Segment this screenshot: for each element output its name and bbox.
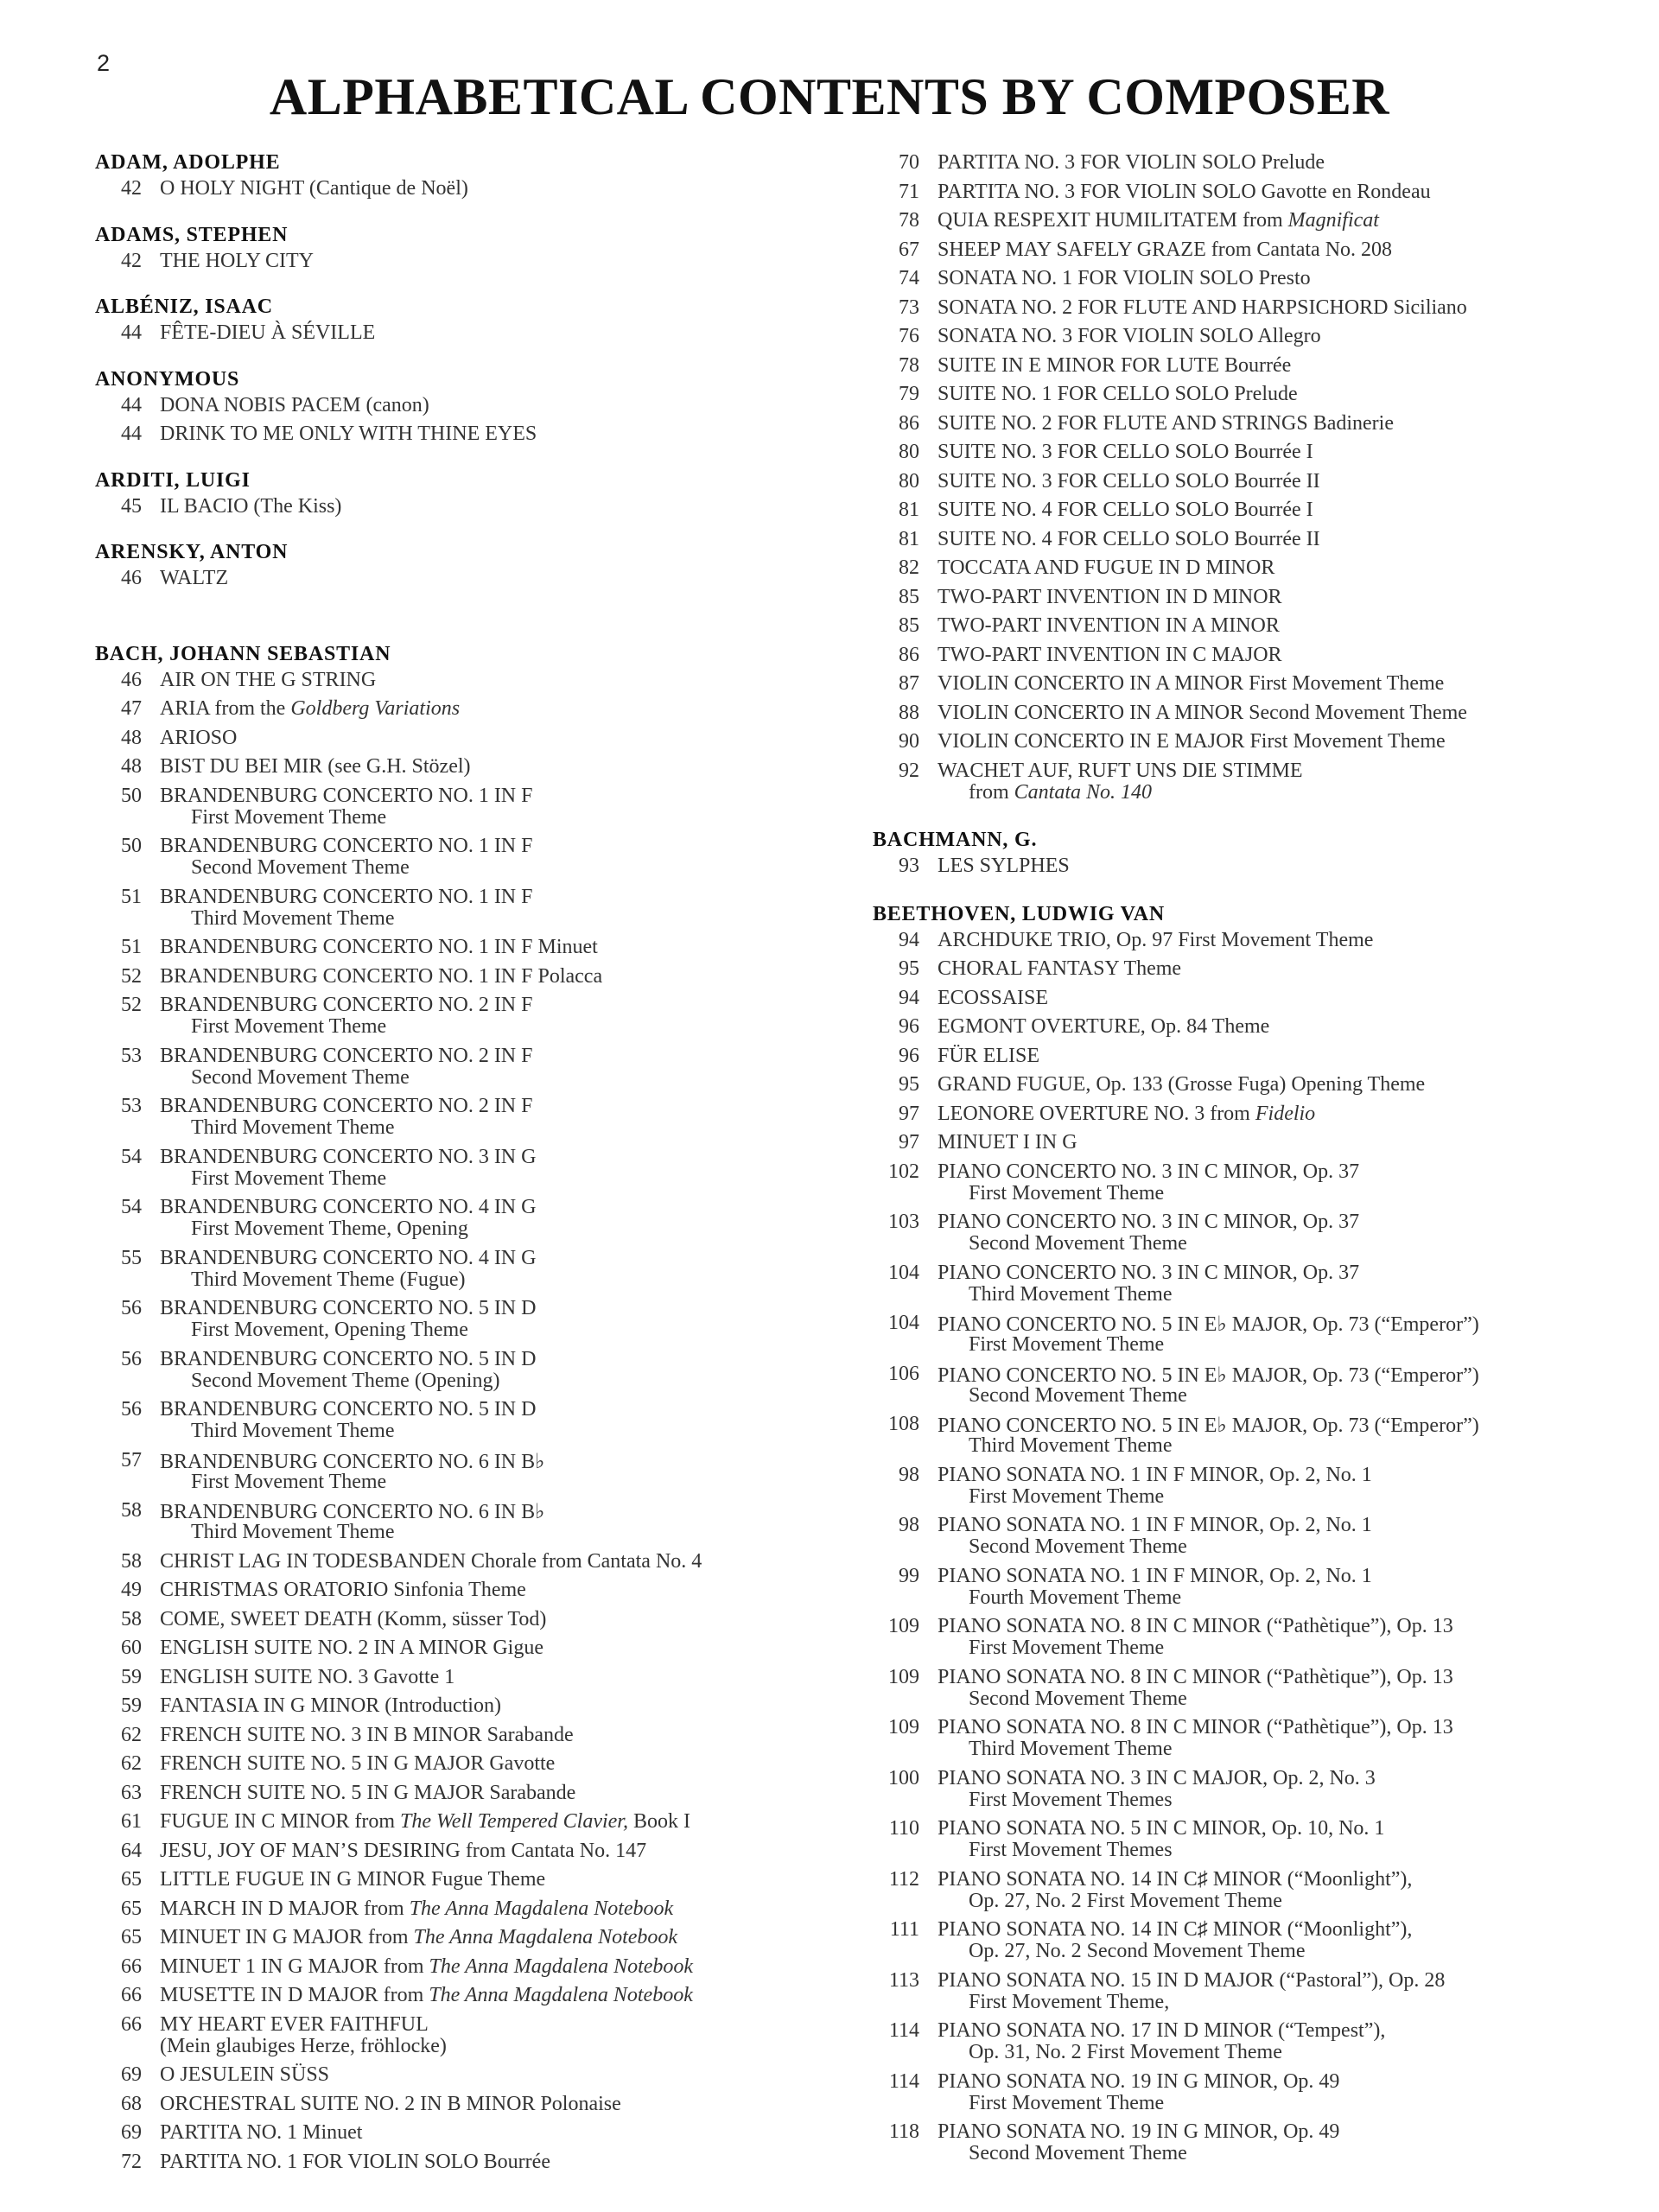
entry-page-number: 52 [121, 994, 142, 1016]
entry-page-number: 57 [121, 1448, 142, 1471]
entry-subtitle: First Movement Theme [191, 1015, 387, 1038]
entry-page-number: 59 [121, 1665, 142, 1688]
entry-page-number: 62 [121, 1723, 142, 1746]
entry-page-number: 104 [888, 1261, 919, 1284]
entry-subtitle: Second Movement Theme [969, 1535, 1187, 1558]
entry-title: FRENCH SUITE NO. 3 IN B MINOR Sarabande [160, 1723, 574, 1746]
entry-title: TWO-PART INVENTION IN D MINOR [938, 585, 1282, 608]
entry-title: MARCH IN D MAJOR from The Anna Magdalena Notebook [160, 1897, 674, 1920]
entry-subtitle: Second Movement Theme [191, 1065, 410, 1089]
entry-page-number: 72 [121, 2150, 142, 2173]
entry-subtitle: First Movement Theme [969, 2091, 1165, 2114]
entry-page-number: 86 [899, 643, 919, 666]
entry-page-number: 100 [888, 1766, 919, 1789]
entry-page-number: 64 [121, 1839, 142, 1862]
entry-page-number: 50 [121, 784, 142, 807]
entry-page-number: 73 [899, 296, 919, 319]
entry-title: IL BACIO (The Kiss) [160, 494, 342, 518]
page-number: 2 [97, 50, 111, 76]
entry-title: TWO-PART INVENTION IN A MINOR [938, 614, 1280, 637]
entry-subtitle: Third Movement Theme [969, 1282, 1173, 1306]
entry-subtitle: Third Movement Theme [191, 1521, 395, 1543]
entry-title: VIOLIN CONCERTO IN A MINOR Second Movement Theme [938, 701, 1467, 724]
entry-title: BRANDENBURG CONCERTO NO. 2 IN F [160, 1044, 533, 1067]
entry-page-number: 109 [888, 1665, 919, 1688]
entry-page-number: 79 [899, 383, 919, 405]
composer-heading: BACHMANN, G. [873, 829, 1038, 851]
entry-subtitle: First Movement Theme [969, 1333, 1165, 1356]
composer-heading: ANONYMOUS [95, 367, 240, 391]
entry-page-number: 104 [888, 1312, 919, 1334]
entry-title: PIANO CONCERTO NO. 5 IN E♭ MAJOR, Op. 73 (“Emperor”) [938, 1363, 1479, 1387]
entry-title: SUITE IN E MINOR FOR LUTE Bourrée [938, 353, 1292, 377]
entry-page-number: 85 [899, 614, 919, 637]
entry-title: BRANDENBURG CONCERTO NO. 1 IN F Minuet [160, 936, 598, 958]
entry-page-number: 53 [121, 1044, 142, 1067]
entry-subtitle: Op. 31, No. 2 First Movement Theme [969, 2041, 1282, 2063]
entry-subtitle: Third Movement Theme [969, 1434, 1173, 1457]
entry-page-number: 98 [899, 1463, 919, 1486]
entry-title: DONA NOBIS PACEM (canon) [160, 393, 429, 416]
entry-page-number: 94 [899, 928, 919, 951]
entry-title: PIANO SONATA NO. 3 IN C MAJOR, Op. 2, No. 3 [938, 1766, 1376, 1789]
entry-page-number: 81 [899, 527, 919, 550]
entry-title: FANTASIA IN G MINOR (Introduction) [160, 1694, 501, 1717]
entry-title: FRENCH SUITE NO. 5 IN G MAJOR Gavotte [160, 1752, 556, 1775]
entry-page-number: 66 [121, 1984, 142, 2006]
entry-title: O HOLY NIGHT (Cantique de Noël) [160, 177, 468, 200]
entry-page-number: 56 [121, 1398, 142, 1421]
composer-heading: ALBÉNIZ, ISAAC [95, 296, 273, 318]
entry-page-number: 108 [888, 1413, 919, 1435]
entry-title: DRINK TO ME ONLY WITH THINE EYES [160, 423, 537, 445]
entry-page-number: 67 [899, 238, 919, 261]
entry-title: BRANDENBURG CONCERTO NO. 5 IN D [160, 1347, 537, 1370]
entry-page-number: 50 [121, 835, 142, 857]
entry-title: ENGLISH SUITE NO. 3 Gavotte 1 [160, 1665, 455, 1688]
entry-page-number: 60 [121, 1637, 142, 1659]
entry-title: MY HEART EVER FAITHFUL [160, 2012, 429, 2036]
composer-heading: ADAM, ADOLPHE [95, 151, 281, 174]
entry-subtitle: First Movement Theme, Opening [191, 1217, 468, 1240]
entry-title: SUITE NO. 4 FOR CELLO SOLO Bourrée II [938, 527, 1320, 550]
entry-page-number: 102 [888, 1160, 919, 1183]
entry-page-number: 118 [888, 2120, 919, 2143]
entry-page-number: 42 [121, 249, 142, 272]
entry-page-number: 46 [121, 567, 142, 589]
entry-title: ARIA from the Goldberg Variations [160, 697, 461, 720]
entry-title: WACHET AUF, RUFT UNS DIE STIMME [938, 759, 1303, 782]
entry-title: SUITE NO. 2 FOR FLUTE AND STRINGS Badinerie [938, 411, 1394, 435]
entry-page-number: 54 [121, 1145, 142, 1168]
entry-subtitle: Third Movement Theme [969, 1738, 1173, 1760]
entry-title: SUITE NO. 1 FOR CELLO SOLO Prelude [938, 383, 1298, 405]
entry-page-number: 98 [899, 1514, 919, 1536]
entry-title: PIANO SONATA NO. 1 IN F MINOR, Op. 2, No. 1 [938, 1564, 1372, 1587]
entry-page-number: 45 [121, 494, 142, 518]
entry-page-number: 44 [121, 321, 142, 344]
entry-title: LES SYLPHES [938, 855, 1070, 877]
entry-page-number: 97 [899, 1102, 919, 1125]
entry-page-number: 82 [899, 556, 919, 579]
entry-title: PIANO CONCERTO NO. 3 IN C MINOR, Op. 37 [938, 1160, 1360, 1183]
entry-page-number: 111 [889, 1918, 919, 1941]
entry-page-number: 66 [121, 2012, 142, 2036]
entry-page-number: 80 [899, 469, 919, 493]
composer-heading: BACH, JOHANN SEBASTIAN [95, 642, 391, 665]
entry-title: PIANO SONATA NO. 8 IN C MINOR (“Pathètique”), Op. 13 [938, 1665, 1453, 1688]
entry-page-number: 55 [121, 1246, 142, 1269]
entry-page-number: 65 [121, 1926, 142, 1948]
entry-title: BRANDENBURG CONCERTO NO. 2 IN F [160, 994, 533, 1016]
entry-title: TOCCATA AND FUGUE IN D MINOR [938, 556, 1275, 579]
entry-title: PARTITA NO. 1 FOR VIOLIN SOLO Bourrée [160, 2150, 550, 2173]
entry-title: PIANO SONATA NO. 1 IN F MINOR, Op. 2, No. 1 [938, 1463, 1372, 1486]
entry-page-number: 88 [899, 701, 919, 724]
composer-heading: ARDITI, LUIGI [95, 468, 251, 492]
entry-page-number: 52 [121, 964, 142, 988]
entry-title: BRANDENBURG CONCERTO NO. 5 IN D [160, 1297, 537, 1319]
entry-page-number: 110 [888, 1817, 919, 1840]
entry-title: PIANO SONATA NO. 14 IN C♯ MINOR (“Moonlight”), [938, 1867, 1413, 1891]
entry-title: BRANDENBURG CONCERTO NO. 6 IN B♭ [160, 1501, 545, 1523]
entry-page-number: 44 [121, 423, 142, 445]
entry-title: O JESULEIN SÜSS [160, 2063, 330, 2086]
entry-page-number: 114 [888, 2019, 919, 2042]
entry-subtitle: Op. 27, No. 2 First Movement Theme [969, 1889, 1282, 1912]
page-title: ALPHABETICAL CONTENTS BY COMPOSER [269, 68, 1390, 125]
entry-subtitle: Second Movement Theme (Opening) [191, 1369, 500, 1392]
entry-page-number: 58 [121, 1607, 142, 1630]
entry-title: TWO-PART INVENTION IN C MAJOR [938, 643, 1282, 666]
entry-page-number: 56 [121, 1347, 142, 1370]
entry-title: BRANDENBURG CONCERTO NO. 3 IN G [160, 1145, 537, 1168]
entry-title: AIR ON THE G STRING [160, 668, 377, 691]
entry-title: ARIOSO [160, 726, 238, 749]
entry-page-number: 96 [899, 1044, 919, 1067]
entry-page-number: 71 [899, 180, 919, 203]
entry-page-number: 59 [121, 1694, 142, 1717]
entry-page-number: 42 [121, 177, 142, 200]
entry-title: BRANDENBURG CONCERTO NO. 1 IN F [160, 835, 533, 857]
entry-subtitle: First Movement Theme [191, 805, 387, 829]
entry-page-number: 63 [121, 1781, 142, 1804]
entry-title: FÜR ELISE [938, 1044, 1040, 1067]
entry-title: BRANDENBURG CONCERTO NO. 1 IN F Polacca [160, 964, 603, 988]
entry-title: SUITE NO. 3 FOR CELLO SOLO Bourrée II [938, 469, 1320, 493]
entry-subtitle: First Movement, Opening Theme [191, 1319, 468, 1341]
entry-page-number: 51 [121, 936, 142, 958]
entry-page-number: 68 [121, 2092, 142, 2115]
entry-title: THE HOLY CITY [160, 249, 315, 272]
entry-title: PIANO CONCERTO NO. 5 IN E♭ MAJOR, Op. 73 (“Emperor”) [938, 1414, 1479, 1437]
entry-subtitle: from Cantata No. 140 [969, 780, 1153, 804]
entry-page-number: 69 [121, 2063, 142, 2086]
entry-page-number: 48 [121, 755, 142, 778]
entry-title: CHRIST LAG IN TODESBANDEN Chorale from Cantata No. 4 [160, 1549, 702, 1573]
entry-page-number: 95 [899, 957, 919, 980]
entry-page-number: 87 [899, 672, 919, 695]
entry-title: ENGLISH SUITE NO. 2 IN A MINOR Gigue [160, 1637, 543, 1659]
entry-page-number: 69 [121, 2121, 142, 2144]
entry-title: PIANO SONATA NO. 14 IN C♯ MINOR (“Moonlight”), [938, 1918, 1413, 1941]
entry-title: BRANDENBURG CONCERTO NO. 6 IN B♭ [160, 1450, 545, 1473]
entry-page-number: 93 [899, 855, 919, 877]
entry-title: PIANO SONATA NO. 8 IN C MINOR (“Pathètique”), Op. 13 [938, 1716, 1453, 1738]
entry-page-number: 76 [899, 325, 919, 347]
composer-heading: ADAMS, STEPHEN [95, 223, 289, 246]
entry-title: LITTLE FUGUE IN G MINOR Fugue Theme [160, 1868, 546, 1891]
entry-page-number: 94 [899, 986, 919, 1009]
entry-page-number: 97 [899, 1131, 919, 1154]
composer-heading: BEETHOVEN, LUDWIG VAN [873, 902, 1165, 925]
entry-page-number: 44 [121, 393, 142, 416]
entry-page-number: 85 [899, 585, 919, 608]
entry-page-number: 81 [899, 499, 919, 521]
entry-page-number: 109 [888, 1615, 919, 1637]
entry-title: BRANDENBURG CONCERTO NO. 4 IN G [160, 1196, 537, 1218]
entry-title: FRENCH SUITE NO. 5 IN G MAJOR Sarabande [160, 1781, 576, 1804]
entry-title: VIOLIN CONCERTO IN E MAJOR First Movement Theme [938, 730, 1446, 753]
entry-subtitle: First Movement Themes [969, 1788, 1173, 1811]
entry-title: PIANO SONATA NO. 17 IN D MINOR (“Tempest”), [938, 2019, 1386, 2042]
entry-page-number: 62 [121, 1752, 142, 1775]
entry-title: PIANO SONATA NO. 5 IN C MINOR, Op. 10, No. 1 [938, 1817, 1385, 1840]
entry-title: PIANO SONATA NO. 8 IN C MINOR (“Pathètique”), Op. 13 [938, 1615, 1453, 1637]
entry-title: SHEEP MAY SAFELY GRAZE from Cantata No. 208 [938, 238, 1393, 261]
entry-title: GRAND FUGUE, Op. 133 (Grosse Fuga) Opening Theme [938, 1073, 1426, 1096]
entry-page-number: 90 [899, 730, 919, 753]
entry-title: PIANO SONATA NO. 19 IN G MINOR, Op. 49 [938, 2069, 1340, 2093]
entry-title: CHRISTMAS ORATORIO Sinfonia Theme [160, 1579, 526, 1601]
entry-page-number: 56 [121, 1297, 142, 1319]
composer-heading: ARENSKY, ANTON [95, 541, 289, 563]
entry-subtitle: Third Movement Theme [191, 1116, 395, 1139]
entry-page-number: 106 [888, 1362, 919, 1385]
entry-page-number: 80 [899, 441, 919, 463]
entry-page-number: 61 [121, 1810, 142, 1833]
entry-title: BRANDENBURG CONCERTO NO. 2 IN F [160, 1095, 533, 1117]
entry-subtitle: Second Movement Theme [191, 856, 410, 879]
entry-title: PARTITA NO. 1 Minuet [160, 2121, 363, 2144]
entry-subtitle: Second Movement Theme [969, 1687, 1187, 1710]
entry-page-number: 95 [899, 1073, 919, 1096]
entry-page-number: 49 [121, 1579, 142, 1601]
entry-title: SONATA NO. 2 FOR FLUTE AND HARPSICHORD Siciliano [938, 296, 1467, 319]
entry-page-number: 58 [121, 1499, 142, 1522]
entry-title: PIANO CONCERTO NO. 3 IN C MINOR, Op. 37 [938, 1211, 1360, 1233]
entry-title: PARTITA NO. 3 FOR VIOLIN SOLO Gavotte en Rondeau [938, 180, 1431, 203]
entry-page-number: 54 [121, 1196, 142, 1218]
entry-page-number: 65 [121, 1897, 142, 1920]
entry-subtitle: First Movement Theme, [969, 1990, 1170, 2013]
entry-title: PIANO CONCERTO NO. 5 IN E♭ MAJOR, Op. 73 (“Emperor”) [938, 1313, 1479, 1336]
entry-title: WALTZ [160, 567, 229, 589]
entry-subtitle: First Movement Themes [969, 1839, 1173, 1861]
entry-title: SONATA NO. 1 FOR VIOLIN SOLO Presto [938, 267, 1311, 289]
entry-subtitle: First Movement Theme [191, 1166, 387, 1190]
entry-title: FÊTE-DIEU À SÉVILLE [160, 321, 376, 344]
entry-title: COME, SWEET DEATH (Komm, süsser Tod) [160, 1607, 547, 1630]
entry-page-number: 92 [899, 759, 919, 782]
entry-subtitle: (Mein glaubiges Herze, fröhlocke) [160, 2034, 447, 2057]
entry-title: MINUET IN G MAJOR from The Anna Magdalena Notebook [160, 1926, 678, 1948]
entry-title: FUGUE IN C MINOR from The Well Tempered Clavier, Book I [160, 1810, 690, 1833]
entry-page-number: 51 [121, 885, 142, 908]
entry-title: PIANO SONATA NO. 19 IN G MINOR, Op. 49 [938, 2120, 1340, 2143]
entry-title: BRANDENBURG CONCERTO NO. 4 IN G [160, 1246, 537, 1269]
entry-title: MINUET 1 IN G MAJOR from The Anna Magdalena Notebook [160, 1955, 694, 1978]
entry-page-number: 112 [888, 1867, 919, 1891]
entry-page-number: 78 [899, 209, 919, 232]
entry-subtitle: Third Movement Theme [191, 906, 395, 930]
entry-subtitle: First Movement Theme [191, 1470, 387, 1493]
entry-title: LEONORE OVERTURE NO. 3 from Fidelio [938, 1102, 1316, 1125]
entry-page-number: 99 [899, 1564, 919, 1587]
entry-page-number: 78 [899, 353, 919, 377]
entry-subtitle: Third Movement Theme (Fugue) [191, 1268, 466, 1291]
entry-title: SONATA NO. 3 FOR VIOLIN SOLO Allegro [938, 325, 1321, 347]
entry-subtitle: Fourth Movement Theme [969, 1586, 1182, 1609]
entry-title: PIANO SONATA NO. 1 IN F MINOR, Op. 2, No. 1 [938, 1514, 1372, 1536]
entry-page-number: 48 [121, 726, 142, 749]
entry-title: CHORAL FANTASY Theme [938, 957, 1182, 980]
entry-page-number: 66 [121, 1955, 142, 1978]
entry-page-number: 70 [899, 151, 919, 174]
entry-page-number: 113 [888, 1968, 919, 1992]
entry-subtitle: Second Movement Theme [969, 1232, 1187, 1255]
entry-title: MINUET I IN G [938, 1131, 1077, 1154]
entry-title: JESU, JOY OF MAN’S DESIRING from Cantata No. 147 [160, 1839, 647, 1862]
entry-title: PARTITA NO. 3 FOR VIOLIN SOLO Prelude [938, 151, 1325, 174]
entry-page-number: 46 [121, 668, 142, 691]
entry-title: ECOSSAISE [938, 986, 1049, 1009]
entry-title: SUITE NO. 4 FOR CELLO SOLO Bourrée I [938, 499, 1313, 521]
entry-subtitle: Second Movement Theme [969, 1383, 1187, 1407]
entry-subtitle: First Movement Theme [969, 1181, 1165, 1205]
entry-page-number: 74 [899, 267, 919, 289]
entry-page-number: 103 [888, 1211, 919, 1233]
entry-title: VIOLIN CONCERTO IN A MINOR First Movement Theme [938, 672, 1445, 695]
entry-title: ORCHESTRAL SUITE NO. 2 IN B MINOR Polonaise [160, 2092, 621, 2115]
entry-title: EGMONT OVERTURE, Op. 84 Theme [938, 1015, 1270, 1038]
entry-subtitle: First Movement Theme [969, 1637, 1165, 1659]
entry-title: BRANDENBURG CONCERTO NO. 5 IN D [160, 1398, 537, 1421]
entry-subtitle: Second Movement Theme [969, 2142, 1187, 2164]
entry-title: ARCHDUKE TRIO, Op. 97 First Movement Theme [938, 928, 1374, 951]
entry-title: BRANDENBURG CONCERTO NO. 1 IN F [160, 784, 533, 807]
entry-title: QUIA RESPEXIT HUMILITATEM from Magnificat [938, 209, 1379, 232]
entry-page-number: 114 [888, 2069, 919, 2093]
entry-title: PIANO SONATA NO. 15 IN D MAJOR (“Pastoral”), Op. 28 [938, 1968, 1446, 1992]
entry-page-number: 65 [121, 1868, 142, 1891]
entry-subtitle: First Movement Theme [969, 1484, 1165, 1508]
entry-title: SUITE NO. 3 FOR CELLO SOLO Bourrée I [938, 441, 1313, 463]
entry-page-number: 96 [899, 1015, 919, 1038]
entry-page-number: 53 [121, 1095, 142, 1117]
entry-page-number: 109 [888, 1716, 919, 1738]
entry-title: BRANDENBURG CONCERTO NO. 1 IN F [160, 885, 533, 908]
entry-title: MUSETTE IN D MAJOR from The Anna Magdalena Notebook [160, 1984, 693, 2006]
entry-page-number: 58 [121, 1549, 142, 1573]
entry-title: BIST DU BEI MIR (see G.H. Stözel) [160, 755, 471, 778]
entry-page-number: 86 [899, 411, 919, 435]
entry-page-number: 47 [121, 697, 142, 720]
entry-title: PIANO CONCERTO NO. 3 IN C MINOR, Op. 37 [938, 1261, 1360, 1284]
entry-subtitle: Third Movement Theme [191, 1420, 395, 1442]
entry-subtitle: Op. 27, No. 2 Second Movement Theme [969, 1940, 1306, 1962]
